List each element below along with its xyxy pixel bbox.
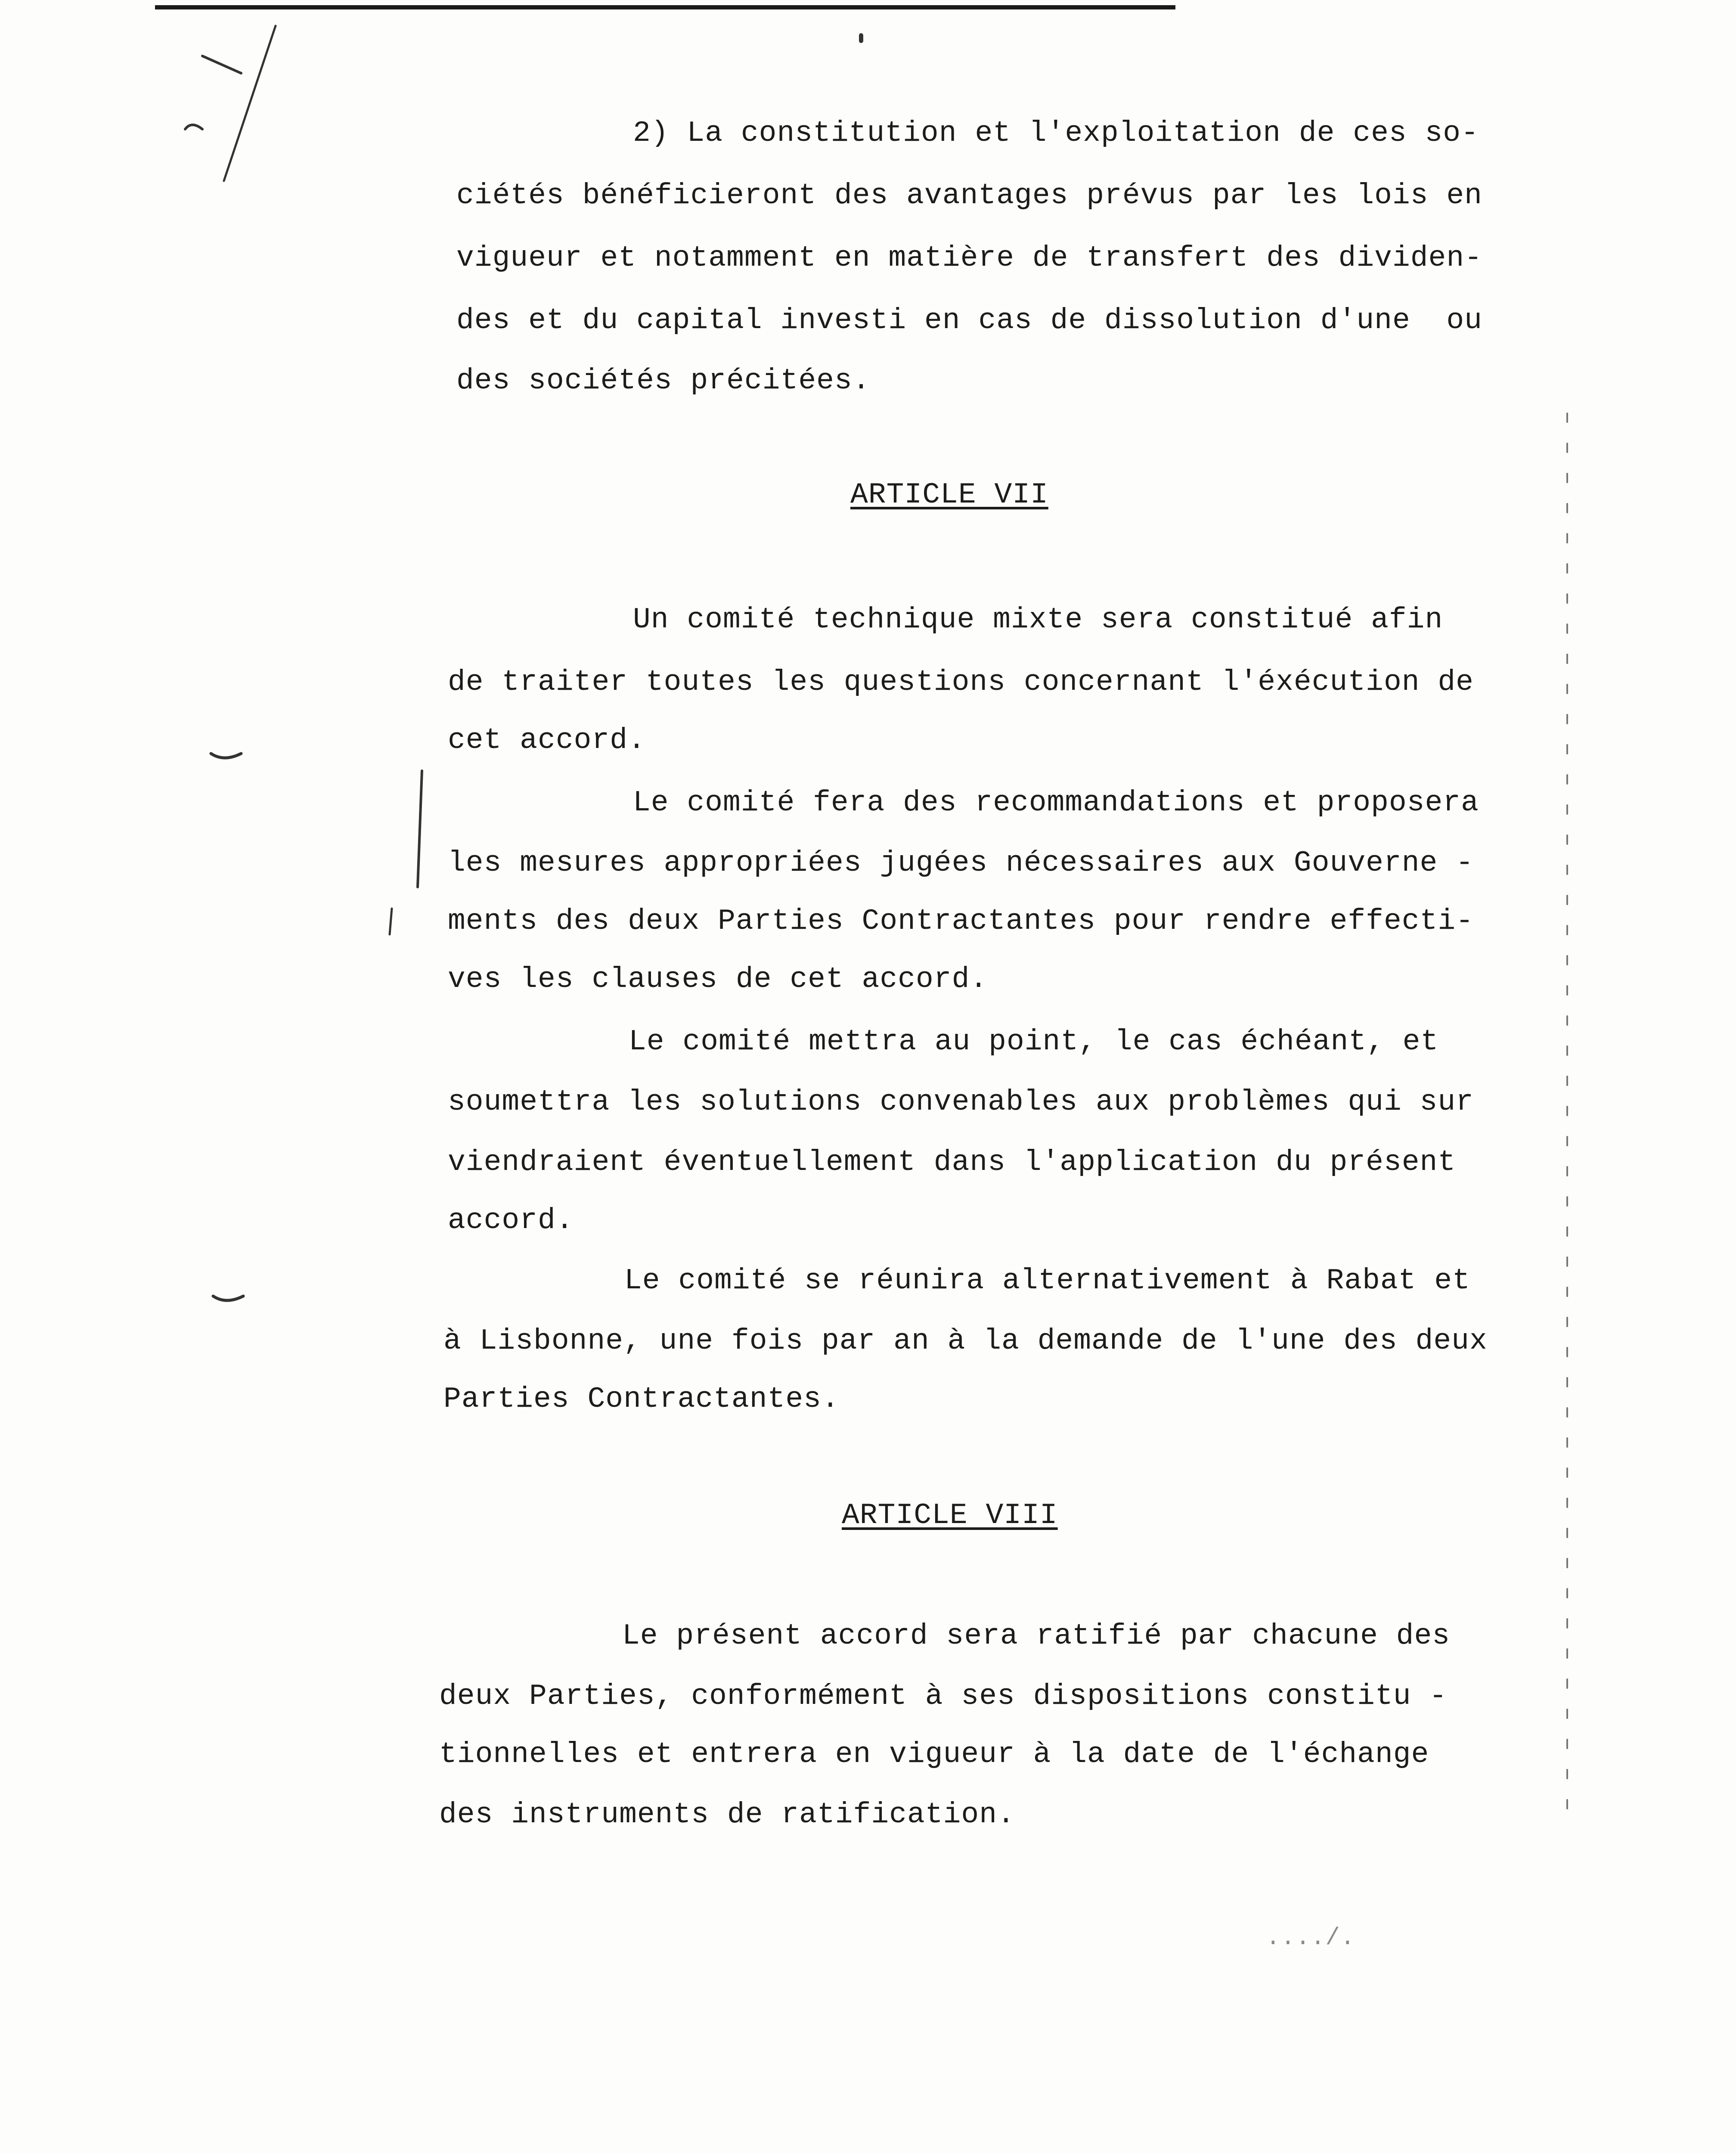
text-line: des sociétés précitées. xyxy=(456,364,871,397)
text-line: Le comité mettra au point, le cas échéant, et xyxy=(629,1025,1439,1058)
margin-pen-stroke xyxy=(202,56,241,73)
text-line: viendraient éventuellement dans l'application du présent xyxy=(448,1146,1456,1179)
text-line: les mesures appropriées jugées nécessaires aux Gouverne - xyxy=(448,847,1474,880)
text-line: des et du capital investi en cas de dissolution d'une ou xyxy=(456,304,1482,337)
margin-line xyxy=(390,909,392,934)
margin-pen-stroke xyxy=(185,125,202,129)
text-line: ments des deux Parties Contractantes pour rendre effecti- xyxy=(448,905,1474,938)
article-vii-heading: ARTICLE VII xyxy=(850,478,1048,512)
text-line: Le présent accord sera ratifié par chacune des xyxy=(622,1619,1451,1653)
margin-bracket xyxy=(213,1296,243,1300)
text-line: Le comité se réunira alternativement à Rabat et xyxy=(624,1264,1470,1297)
text-line: accord. xyxy=(448,1204,574,1237)
margin-pen-stroke xyxy=(224,26,276,181)
text-line: Le comité fera des recommandations et proposera xyxy=(633,786,1479,819)
margin-bracket xyxy=(211,754,241,758)
text-line: soumettra les solutions convenables aux problèmes qui sur xyxy=(448,1086,1474,1119)
text-line: deux Parties, conformément à ses dispositions constitu - xyxy=(439,1680,1448,1713)
text-line: des instruments de ratification. xyxy=(439,1798,1015,1831)
continuation-mark: ..../. xyxy=(1266,1924,1355,1951)
text-line: à Lisbonne, une fois par an à la demande de l'une des deux xyxy=(443,1325,1488,1358)
text-line: Parties Contractantes. xyxy=(443,1383,840,1416)
text-line: ciétés bénéficieront des avantages prévus par les lois en xyxy=(456,179,1482,212)
text-line: vigueur et notamment en matière de transfert des dividen- xyxy=(456,242,1482,275)
text-line: ves les clauses de cet accord. xyxy=(448,963,988,996)
article-viii-heading: ARTICLE VIII xyxy=(842,1499,1058,1532)
text-line: Un comité technique mixte sera constitué afin xyxy=(633,603,1443,636)
text-line: tionnelles et entrera en vigueur à la date de l'échange xyxy=(439,1738,1429,1771)
text-line: de traiter toutes les questions concernant l'éxécution de xyxy=(448,666,1474,699)
text-line: 2) La constitution et l'exploitation de ces so- xyxy=(633,117,1479,150)
text-line: cet accord. xyxy=(448,724,646,757)
margin-line xyxy=(418,771,422,887)
